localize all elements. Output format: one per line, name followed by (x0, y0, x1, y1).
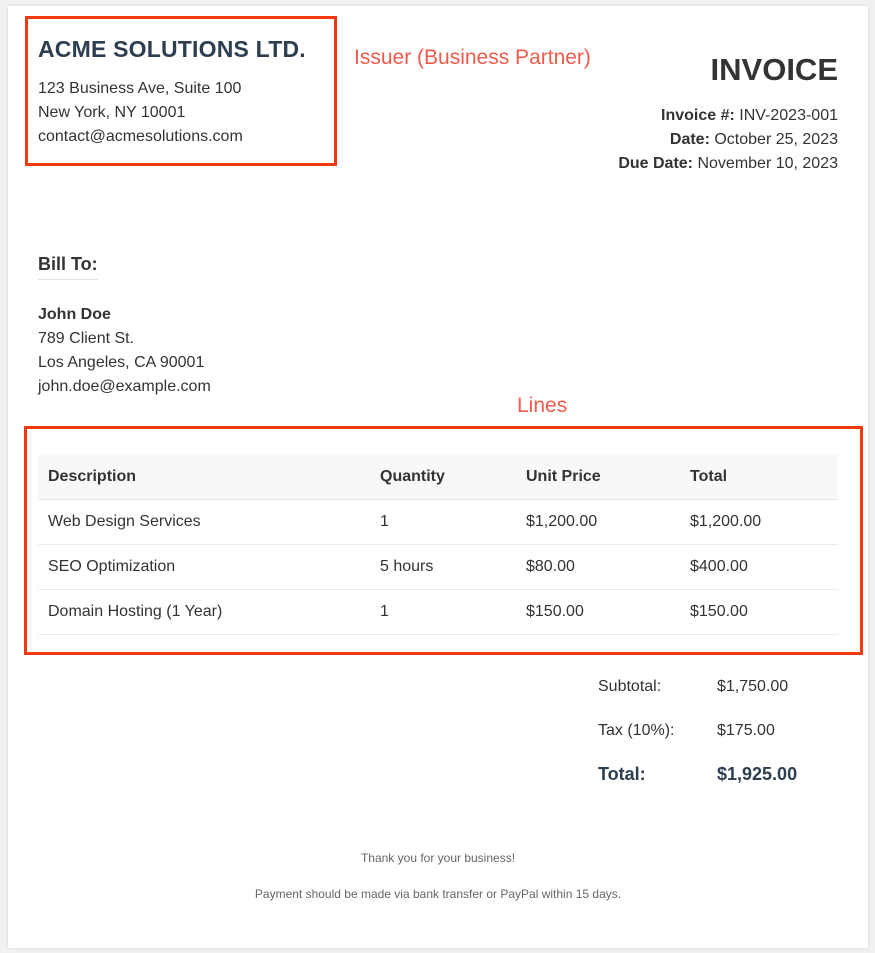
issuer-email: contact@acmesolutions.com (38, 128, 243, 145)
header-description: Description (38, 454, 370, 500)
invoice-title: INVOICE (710, 52, 838, 87)
line-description: SEO Optimization (38, 545, 370, 590)
line-description: Domain Hosting (1 Year) (38, 590, 370, 635)
footer-thanks: Thank you for your business! (360, 851, 516, 865)
line-items-table (38, 454, 838, 635)
line-unit-price: $80.00 (516, 545, 680, 590)
header-total: Total (680, 454, 838, 500)
invoice-due-row (618, 155, 838, 173)
table-row (38, 590, 838, 635)
line-total: $150.00 (680, 590, 838, 635)
invoice-number-label: Invoice #: (661, 107, 735, 124)
line-description: Web Design Services (38, 500, 370, 545)
invoice-number-row (661, 107, 838, 125)
issuer-address-line2: New York, NY 10001 (38, 104, 186, 121)
invoice-number: INV-2023-001 (739, 107, 838, 124)
invoice-date-label: Date: (669, 131, 710, 148)
issuer-name: ACME SOLUTIONS LTD. (38, 36, 306, 62)
header-unit-price: Unit Price (516, 454, 680, 500)
footer-payment-note: Payment should be made via bank transfer or PayPal within 15 days. (254, 887, 622, 901)
header-quantity: Quantity (370, 454, 516, 500)
tax-value: $175.00 (717, 722, 775, 739)
client-address-line2: Los Angeles, CA 90001 (38, 354, 205, 371)
table-header-row (38, 454, 838, 500)
line-quantity: 1 (370, 500, 516, 545)
table-row (38, 545, 838, 590)
invoice-date: October 25, 2023 (714, 131, 838, 148)
subtotal-label: Subtotal: (598, 678, 662, 695)
line-unit-price: $1,200.00 (516, 500, 680, 545)
line-total: $1,200.00 (680, 500, 838, 545)
invoice-due-date: November 10, 2023 (697, 155, 838, 172)
tax-label: Tax (10%): (598, 722, 675, 739)
invoice-due-label: Due Date: (618, 155, 694, 172)
subtotal-value: $1,750.00 (717, 678, 789, 695)
invoice-page (8, 6, 868, 948)
grand-total-value: $1,925.00 (717, 764, 798, 784)
bill-to-heading: Bill To: (38, 254, 98, 280)
issuer-annotation-label: Issuer (Business Partner) (354, 46, 591, 69)
line-unit-price: $150.00 (516, 590, 680, 635)
invoice-date-row (670, 131, 838, 149)
line-quantity: 1 (370, 590, 516, 635)
client-email: john.doe@example.com (38, 378, 211, 395)
table-row (38, 500, 838, 545)
line-quantity: 5 hours (370, 545, 516, 590)
issuer-address-line1: 123 Business Ave, Suite 100 (38, 80, 242, 97)
client-name: John Doe (38, 306, 111, 323)
lines-annotation-label: Lines (517, 394, 568, 417)
line-total: $400.00 (680, 545, 838, 590)
client-address-line1: 789 Client St. (38, 330, 135, 347)
grand-total-label: Total: (598, 764, 646, 784)
